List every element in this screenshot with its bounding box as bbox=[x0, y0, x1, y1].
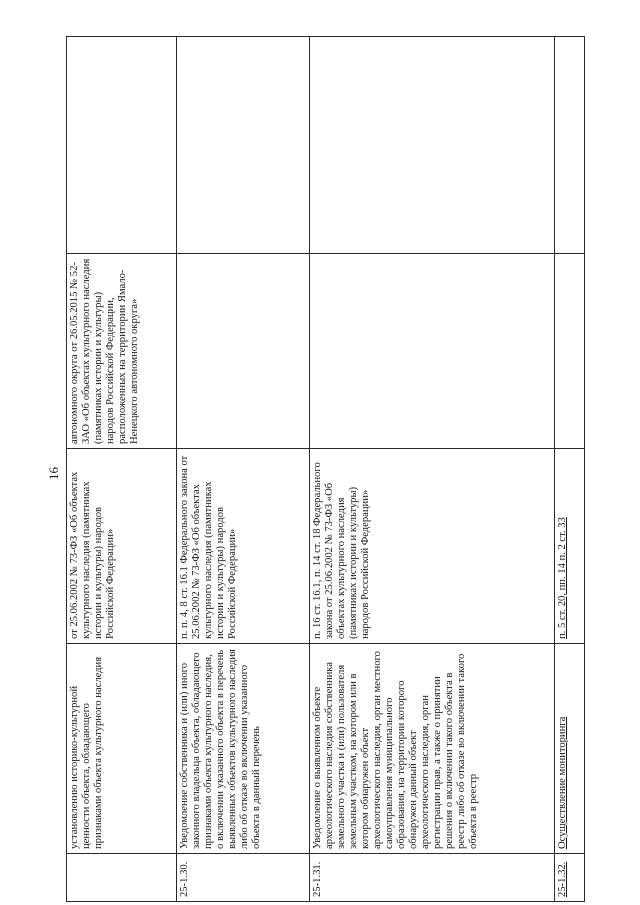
federal-basis-cell: п. п. 4, 8 ст. 16.1 Федерального закона от 25.06.2002 № 73-ФЗ «Об объектах культурного наследия (памятниках истории и культуры) народов Российской Федерации» bbox=[177, 449, 310, 644]
note-cell bbox=[555, 37, 585, 254]
power-name-cell: Уведомление о выявленном объекте археологического наследия собственника земельного участка и (или) пользователя земельным участком, на котором или в котором обнаружен объект археологического наследия, орган местного самоуправления муниципального образования, на территории которого обнаружен данный объект археологического наследия, орган регистрации прав, а также о принятии решения о включении такого объекта в реестр либо об отказе во включении такого объекта в реестр bbox=[310, 644, 555, 854]
note-cell bbox=[177, 37, 310, 254]
power-name-cell: Осуществление мониторинга bbox=[555, 644, 585, 854]
regional-basis-cell bbox=[177, 254, 310, 449]
row-number: 25-1.30. bbox=[177, 854, 310, 902]
federal-basis-cell: п. 16 ст. 16.1, п. 14 ст. 18 Федерального закона от 25.06.2002 № 73-ФЗ «Об объектах культурного наследия (памятниках истории и культуры) народов Российской Федерации» bbox=[310, 449, 555, 644]
row-number: 25-1.31. bbox=[310, 854, 555, 902]
federal-basis-cell: от 25.06.2002 № 73-ФЗ «Об объектах культурного наследия (памятниках истории и культуры) народов Российской Федерации» bbox=[67, 449, 177, 644]
table-row bbox=[310, 37, 555, 902]
regional-basis-cell: автономного округа от 26.05.2015 № 52-ЗАО «Об объектах культурного наследия (памятниках истории и культуры) народов Российской Федерации, расположенных на территории Ямало-Ненецкого автономного округа» bbox=[67, 254, 177, 449]
row-number: 25-1.32. bbox=[555, 854, 585, 902]
note-cell bbox=[310, 37, 555, 254]
row-number bbox=[67, 854, 177, 902]
table-row bbox=[67, 37, 177, 902]
power-name-cell: установлению историко-культурной ценности объекта, обладающего признаками объекта культурного наследия bbox=[67, 644, 177, 854]
page-number: 16 bbox=[46, 467, 61, 480]
regional-basis-cell bbox=[310, 254, 555, 449]
federal-basis-cell: п. 5 ст. 20, пп. 14 п. 2 ст. 33 bbox=[555, 449, 585, 644]
power-name-cell: Уведомление собственника и (или) иного законного владельца объекта, обладающего признаками объекта культурного наследия, о включении указанного объекта в перечень выявленных объектов культурного наследия либо об отказе во включении указанного объекта в данный перечень bbox=[177, 644, 310, 854]
note-cell bbox=[67, 37, 177, 254]
legal-basis-table bbox=[66, 36, 585, 902]
regional-basis-cell bbox=[555, 254, 585, 449]
table-row bbox=[177, 37, 310, 902]
table-row bbox=[555, 37, 585, 902]
